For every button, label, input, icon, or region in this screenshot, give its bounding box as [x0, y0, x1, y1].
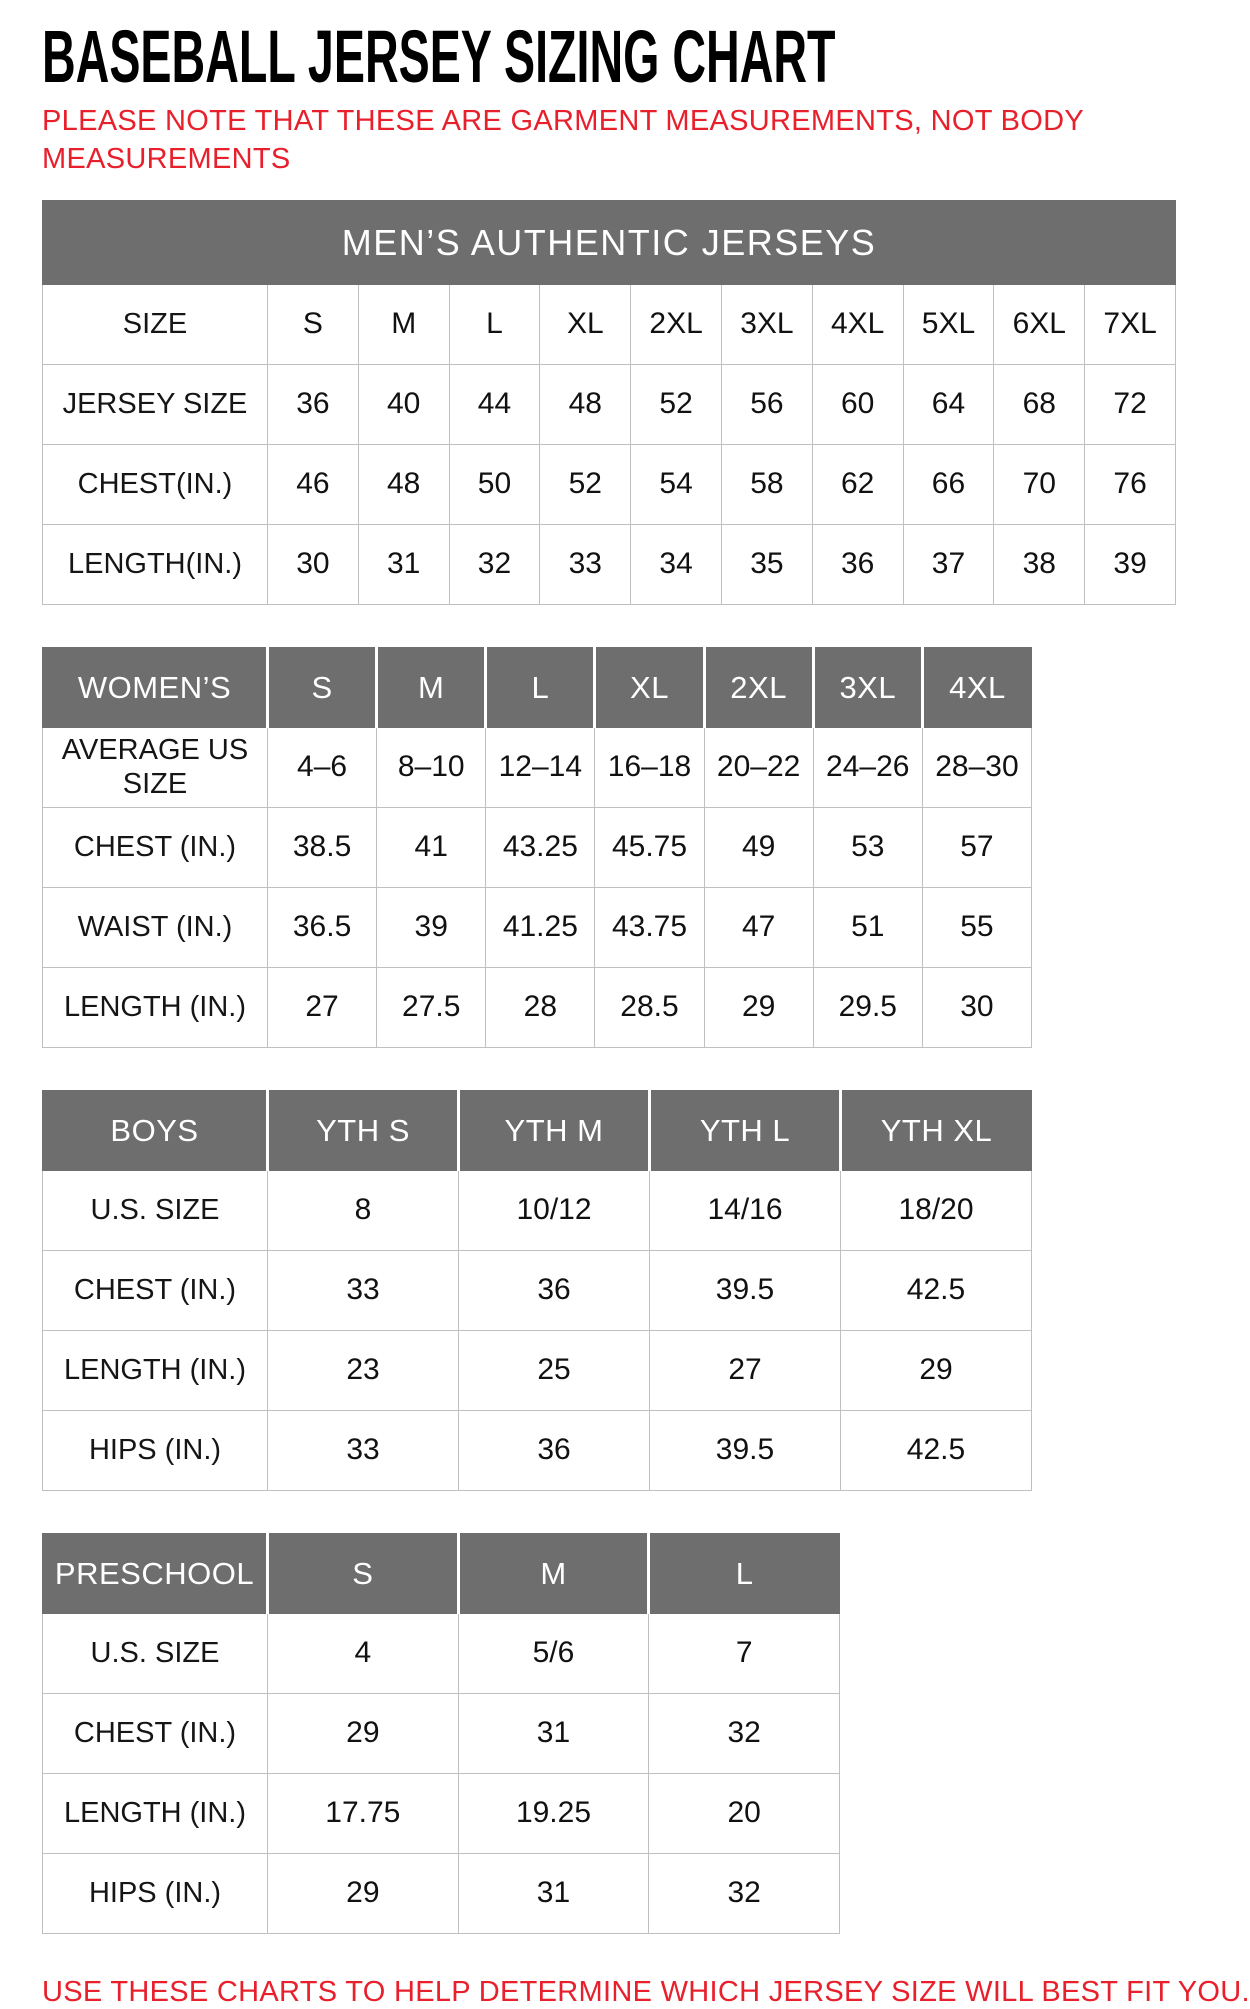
footer-note: USE THESE CHARTS TO HELP DETERMINE WHICH JERSEY SIZE WILL BEST FIT YOU. — [42, 1976, 1250, 2009]
boys-size-header-yth-l: YTH L — [650, 1091, 841, 1171]
preschool-size-header-l: L — [649, 1534, 840, 1614]
womens-size-header-4xl: 4XL — [922, 648, 1031, 728]
boys-cell: 39.5 — [650, 1251, 841, 1331]
mens-cell: 52 — [631, 365, 722, 445]
womens-cell: 51 — [813, 888, 922, 968]
womens-cell: 57 — [922, 808, 1031, 888]
womens-cell: 45.75 — [595, 808, 704, 888]
mens-cell: 52 — [540, 445, 631, 525]
mens-cell: 34 — [631, 525, 722, 605]
preschool-cell: 7 — [649, 1614, 840, 1694]
mens-cell: 64 — [903, 365, 994, 445]
womens-size-header-xl: XL — [595, 648, 704, 728]
preschool-row-chest-in — [43, 1694, 840, 1774]
mens-cell: 3XL — [721, 285, 812, 365]
boys-header-label: BOYS — [43, 1091, 268, 1171]
womens-cell: 43.25 — [486, 808, 595, 888]
womens-cell: 30 — [922, 968, 1031, 1048]
page-title: BASEBALL JERSEY SIZING CHART — [42, 15, 836, 98]
mens-row-label-size: SIZE — [43, 285, 268, 365]
preschool-cell: 5/6 — [458, 1614, 649, 1694]
boys-size-header-yth-m: YTH M — [459, 1091, 650, 1171]
womens-cell: 16–18 — [595, 728, 704, 808]
preschool-row-label-hips-in: HIPS (IN.) — [43, 1854, 268, 1934]
mens-cell: 30 — [268, 525, 359, 605]
womens-size-header-s: S — [268, 648, 377, 728]
mens-row-label-jersey-size: JERSEY SIZE — [43, 365, 268, 445]
womens-row-length-in — [43, 968, 1032, 1048]
mens-row-chest-in — [43, 445, 1176, 525]
mens-cell: 2XL — [631, 285, 722, 365]
mens-cell: 33 — [540, 525, 631, 605]
womens-header-row — [43, 648, 1032, 728]
womens-cell: 55 — [922, 888, 1031, 968]
mens-cell: 66 — [903, 445, 994, 525]
boys-cell: 33 — [268, 1411, 459, 1491]
preschool-cell: 32 — [649, 1854, 840, 1934]
mens-cell: 35 — [721, 525, 812, 605]
womens-cell: 49 — [704, 808, 813, 888]
preschool-cell: 29 — [268, 1854, 459, 1934]
preschool-row-label-chest-in: CHEST (IN.) — [43, 1694, 268, 1774]
boys-row-label-u-s-size: U.S. SIZE — [43, 1171, 268, 1251]
mens-cell: 37 — [903, 525, 994, 605]
preschool-size-header-m: M — [458, 1534, 649, 1614]
boys-cell: 42.5 — [841, 1411, 1032, 1491]
womens-size-header-m: M — [377, 648, 486, 728]
mens-cell: 60 — [812, 365, 903, 445]
womens-cell: 24–26 — [813, 728, 922, 808]
mens-row-length-in — [43, 525, 1176, 605]
mens-cell: 39 — [1085, 525, 1176, 605]
womens-cell: 27.5 — [377, 968, 486, 1048]
womens-cell: 29 — [704, 968, 813, 1048]
preschool-header-label: PRESCHOOL — [43, 1534, 268, 1614]
mens-cell: 38 — [994, 525, 1085, 605]
mens-authentic-jerseys-table — [42, 200, 1176, 605]
boys-cell: 25 — [459, 1331, 650, 1411]
mens-cell: M — [358, 285, 449, 365]
womens-row-label-waist-in: WAIST (IN.) — [43, 888, 268, 968]
womens-row-label-chest-in: CHEST (IN.) — [43, 808, 268, 888]
boys-size-header-yth-s: YTH S — [268, 1091, 459, 1171]
womens-size-header-2xl: 2XL — [704, 648, 813, 728]
mens-cell: 4XL — [812, 285, 903, 365]
mens-cell: XL — [540, 285, 631, 365]
womens-size-header-l: L — [486, 648, 595, 728]
preschool-cell: 4 — [268, 1614, 459, 1694]
boys-cell: 8 — [268, 1171, 459, 1251]
womens-row-average-us-size — [43, 728, 1032, 808]
womens-jerseys-table — [42, 647, 1032, 1048]
preschool-row-u-s-size — [43, 1614, 840, 1694]
mens-cell: 48 — [540, 365, 631, 445]
mens-cell: S — [268, 285, 359, 365]
mens-cell: 7XL — [1085, 285, 1176, 365]
boys-cell: 10/12 — [459, 1171, 650, 1251]
boys-header-row — [43, 1091, 1032, 1171]
mens-cell: 76 — [1085, 445, 1176, 525]
boys-row-u-s-size — [43, 1171, 1032, 1251]
mens-cell: 62 — [812, 445, 903, 525]
preschool-cell: 32 — [649, 1694, 840, 1774]
preschool-row-label-u-s-size: U.S. SIZE — [43, 1614, 268, 1694]
preschool-cell: 17.75 — [268, 1774, 459, 1854]
boys-row-chest-in — [43, 1251, 1032, 1331]
preschool-cell: 29 — [268, 1694, 459, 1774]
boys-row-hips-in — [43, 1411, 1032, 1491]
preschool-jerseys-table — [42, 1533, 840, 1934]
mens-cell: 50 — [449, 445, 540, 525]
boys-cell: 36 — [459, 1251, 650, 1331]
womens-cell: 29.5 — [813, 968, 922, 1048]
womens-cell: 53 — [813, 808, 922, 888]
womens-row-waist-in — [43, 888, 1032, 968]
boys-row-label-length-in: LENGTH (IN.) — [43, 1331, 268, 1411]
boys-row-length-in — [43, 1331, 1032, 1411]
womens-cell: 28.5 — [595, 968, 704, 1048]
womens-cell: 12–14 — [486, 728, 595, 808]
womens-row-label-average-us-size: AVERAGE US SIZE — [43, 728, 268, 808]
womens-cell: 38.5 — [268, 808, 377, 888]
mens-row-jersey-size — [43, 365, 1176, 445]
mens-cell: L — [449, 285, 540, 365]
mens-table-title: MEN’S AUTHENTIC JERSEYS — [43, 201, 1176, 285]
preschool-size-header-s: S — [268, 1534, 459, 1614]
womens-cell: 28–30 — [922, 728, 1031, 808]
mens-cell: 6XL — [994, 285, 1085, 365]
preschool-row-label-length-in: LENGTH (IN.) — [43, 1774, 268, 1854]
womens-cell: 43.75 — [595, 888, 704, 968]
boys-size-header-yth-xl: YTH XL — [841, 1091, 1032, 1171]
preschool-cell: 31 — [458, 1854, 649, 1934]
womens-cell: 8–10 — [377, 728, 486, 808]
mens-cell: 5XL — [903, 285, 994, 365]
boys-row-label-chest-in: CHEST (IN.) — [43, 1251, 268, 1331]
womens-cell: 28 — [486, 968, 595, 1048]
boys-cell: 29 — [841, 1331, 1032, 1411]
womens-cell: 20–22 — [704, 728, 813, 808]
boys-row-label-hips-in: HIPS (IN.) — [43, 1411, 268, 1491]
boys-cell: 23 — [268, 1331, 459, 1411]
preschool-row-hips-in — [43, 1854, 840, 1934]
preschool-header-row — [43, 1534, 840, 1614]
preschool-cell: 19.25 — [458, 1774, 649, 1854]
preschool-cell: 31 — [458, 1694, 649, 1774]
mens-cell: 46 — [268, 445, 359, 525]
mens-row-label-length-in: LENGTH(IN.) — [43, 525, 268, 605]
womens-cell: 36.5 — [268, 888, 377, 968]
boys-cell: 14/16 — [650, 1171, 841, 1251]
womens-cell: 41 — [377, 808, 486, 888]
mens-cell: 32 — [449, 525, 540, 605]
boys-cell: 36 — [459, 1411, 650, 1491]
mens-cell: 72 — [1085, 365, 1176, 445]
womens-cell: 41.25 — [486, 888, 595, 968]
mens-cell: 70 — [994, 445, 1085, 525]
mens-row-label-chest-in: CHEST(IN.) — [43, 445, 268, 525]
mens-cell: 31 — [358, 525, 449, 605]
womens-row-chest-in — [43, 808, 1032, 888]
womens-cell: 27 — [268, 968, 377, 1048]
garment-measurements-note: PLEASE NOTE THAT THESE ARE GARMENT MEASUREMENTS, NOT BODY MEASUREMENTS — [42, 104, 1084, 175]
boys-cell: 27 — [650, 1331, 841, 1411]
mens-cell: 56 — [721, 365, 812, 445]
mens-cell: 48 — [358, 445, 449, 525]
womens-cell: 39 — [377, 888, 486, 968]
boys-cell: 42.5 — [841, 1251, 1032, 1331]
boys-cell: 39.5 — [650, 1411, 841, 1491]
mens-row-size — [43, 285, 1176, 365]
womens-cell: 47 — [704, 888, 813, 968]
preschool-cell: 20 — [649, 1774, 840, 1854]
womens-size-header-3xl: 3XL — [813, 648, 922, 728]
mens-cell: 68 — [994, 365, 1085, 445]
boys-jerseys-table — [42, 1090, 1032, 1491]
womens-header-label: WOMEN’S — [43, 648, 268, 728]
preschool-row-length-in — [43, 1774, 840, 1854]
mens-cell: 36 — [812, 525, 903, 605]
boys-cell: 33 — [268, 1251, 459, 1331]
mens-cell: 44 — [449, 365, 540, 445]
mens-cell: 40 — [358, 365, 449, 445]
boys-cell: 18/20 — [841, 1171, 1032, 1251]
mens-cell: 58 — [721, 445, 812, 525]
womens-cell: 4–6 — [268, 728, 377, 808]
mens-cell: 36 — [268, 365, 359, 445]
womens-row-label-length-in: LENGTH (IN.) — [43, 968, 268, 1048]
mens-cell: 54 — [631, 445, 722, 525]
mens-title-row — [43, 201, 1176, 285]
